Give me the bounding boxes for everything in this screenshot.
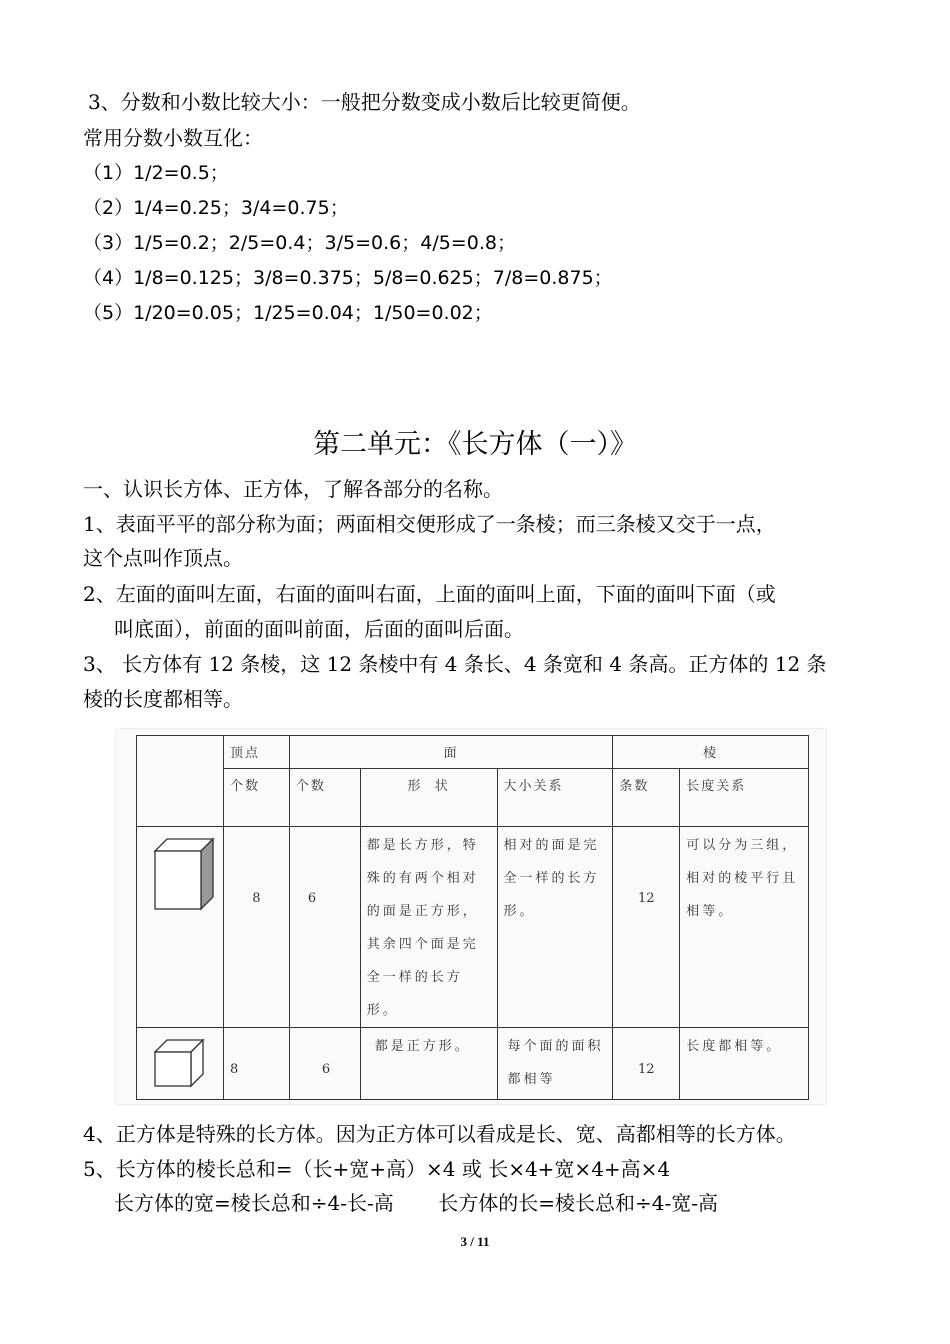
- sub-face-count: 个数: [289, 769, 360, 827]
- cube-size-relation: 每个面的面积都相等: [497, 1028, 613, 1100]
- sub-shape: 形 状: [360, 769, 497, 827]
- cuboid-face-count: 6: [289, 827, 360, 1028]
- cube-shape: 都是正方形。: [360, 1028, 497, 1100]
- cuboid-shape: 都是长方形，特殊的有两个相对的面是正方形，其余四个面是完全一样的长方形。: [360, 827, 497, 1028]
- paragraph-3-line-2: 棱的长度都相等。: [83, 687, 243, 711]
- paragraph-5-line-1: 5、长方体的棱长总和=（长+宽+高）×4 或 长×4+宽×4+高×4: [83, 1157, 671, 1181]
- cuboid-figure: [137, 827, 224, 1028]
- fraction-item-2: （2）1/4=0.25；3/4=0.75；: [83, 197, 349, 219]
- cube-length-relation: 长度都相等。: [680, 1028, 809, 1100]
- paragraph-5-line-2: 长方体的宽=棱长总和÷4-长-高 长方体的长=棱长总和÷4-宽-高: [114, 1191, 719, 1215]
- sub-length-relation: 长度关系: [680, 769, 809, 827]
- header-edge: 棱: [613, 736, 809, 769]
- fraction-item-3: （3）1/5=0.2；2/5=0.4；3/5=0.6；4/5=0.8；: [83, 232, 516, 254]
- paragraph-1-line-2: 这个点叫作顶点。: [83, 546, 243, 570]
- sub-edge-count: 条数: [613, 769, 680, 827]
- sub-vertex-count: 个数: [223, 769, 289, 827]
- sub-size-relation: 大小关系: [497, 769, 613, 827]
- header-vertex: 顶点: [223, 736, 289, 769]
- cuboid-vertex-count: 8: [223, 827, 289, 1028]
- header-face: 面: [289, 736, 612, 769]
- fraction-item-1: （1）1/2=0.5；: [83, 162, 229, 184]
- cuboid-edge-count: 12: [613, 827, 680, 1028]
- page-number: 3 / 11: [460, 1234, 490, 1249]
- cuboid-icon: [137, 827, 217, 917]
- table-corner-cell: [137, 736, 224, 827]
- fraction-item-5: （5）1/20=0.05；1/25=0.04；1/50=0.02；: [83, 302, 493, 324]
- paragraph-2-line-1: 2、左面的面叫左面，右面的面叫右面，上面的面叫上面，下面的面叫下面（或: [83, 582, 776, 606]
- cube-vertex-count: 8: [223, 1028, 289, 1100]
- cube-icon: [137, 1028, 217, 1094]
- table-row-cube: [137, 1028, 809, 1100]
- fraction-item-4: （4）1/8=0.125；3/8=0.375；5/8=0.625；7/8=0.875；: [83, 267, 613, 289]
- unit-intro: 一、认识长方体、正方体，了解各部分的名称。: [83, 477, 503, 501]
- cube-edge-count: 12: [613, 1028, 680, 1100]
- table-row-cuboid: [137, 827, 809, 1028]
- cuboid-size-relation: 相对的面是完全一样的长方形。: [497, 827, 613, 1028]
- unit-title: 第二单元：《长方体（一）》: [313, 429, 637, 460]
- paragraph-2-line-2: 叫底面），前面的面叫前面，后面的面叫后面。: [114, 617, 524, 641]
- paragraph-1-line-1: 1、表面平平的部分称为面；两面相交便形成了一条棱；而三条棱又交于一点，: [83, 512, 776, 536]
- cube-figure: [137, 1028, 224, 1100]
- comparison-table-figure: [116, 729, 826, 1104]
- cuboid-length-relation: 可以分为三组，相对的棱平行且相等。: [680, 827, 809, 1028]
- fraction-subheading: 常用分数小数互化：: [83, 126, 263, 150]
- fraction-heading: 3、分数和小数比较大小：一般把分数变成小数后比较更简便。: [88, 90, 641, 114]
- paragraph-3-line-1: 3、 长方体有 12 条棱，这 12 条棱中有 4 条长、4 条宽和 4 条高。正方体的 12 条: [83, 652, 827, 676]
- comparison-table: [136, 735, 809, 1100]
- cube-face-count: 6: [289, 1028, 360, 1100]
- paragraph-4: 4、正方体是特殊的长方体。因为正方体可以看成是长、宽、高都相等的长方体。: [83, 1122, 796, 1146]
